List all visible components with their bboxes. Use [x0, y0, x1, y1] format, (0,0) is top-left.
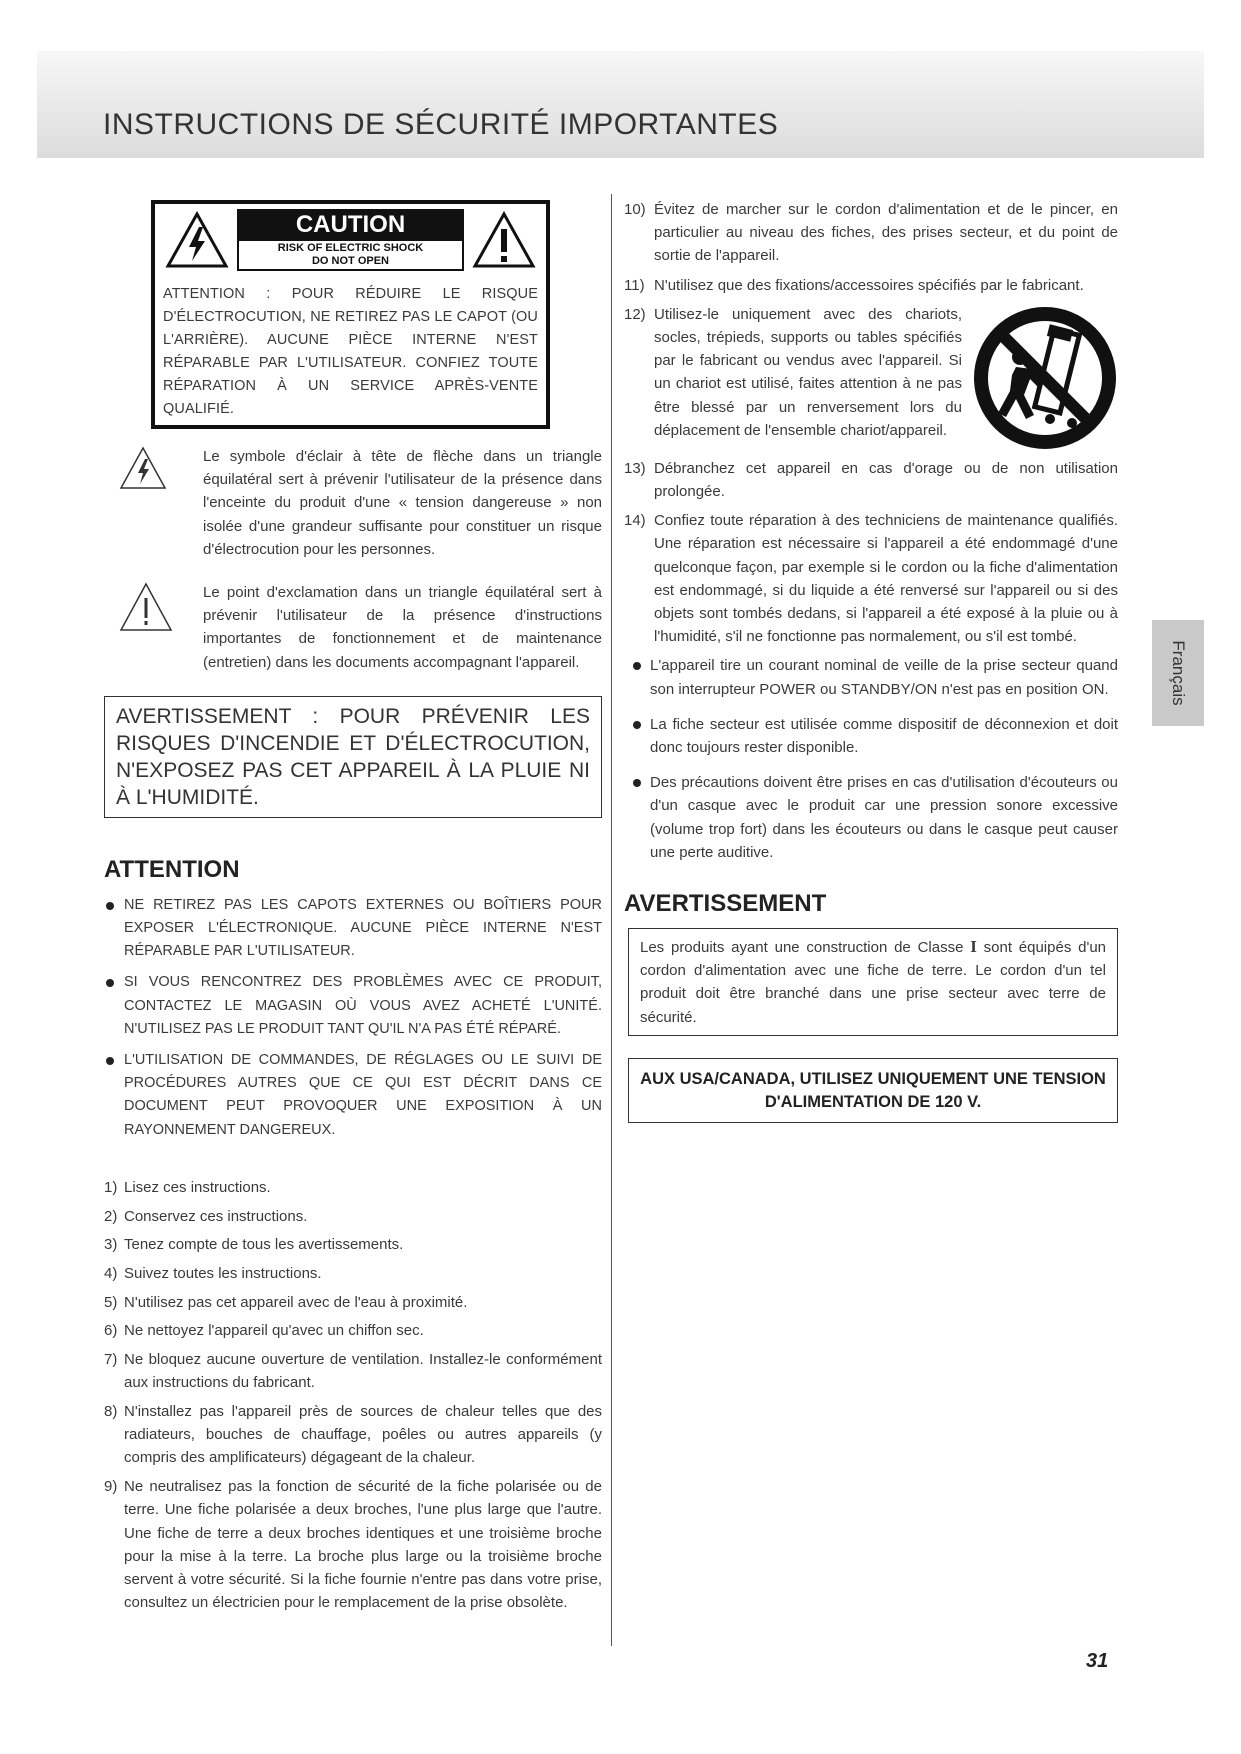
- instruction-number: 1): [104, 1178, 118, 1196]
- usa-voltage-line-1: AUX USA/CANADA, UTILISEZ UNIQUEMENT UNE TENSION: [640, 1069, 1106, 1088]
- instruction-text: N'utilisez pas cet appareil avec de l'eau à proximité.: [124, 1293, 468, 1311]
- header-band: [37, 51, 1204, 158]
- instruction-text: Ne nettoyez l'appareil qu'avec un chiffon sec.: [124, 1322, 424, 1340]
- instruction-text: Confiez toute réparation à des techniciens de maintenance qualifiés. Une réparation est nécessaire si l'appareil a été endommagé d'une quelconque façon, par exemple si le cordon ou la fiche d'alimentation est endommagé, si du liquide a été renversé sur l'appareil ou si des objets sont tombés dedans, si l'appareil a été exposé à la pluie ou à l'humidité, s'il ne fonctionne pas normalement, ou s'il est tombé.: [654, 512, 1118, 646]
- instruction-text: Conservez ces instructions.: [124, 1207, 308, 1225]
- caution-title: CAUTION: [237, 209, 464, 241]
- instruction-item-5: [104, 1291, 602, 1314]
- instruction-text: N'installez pas l'appareil près de sources de chaleur telles que des radiateurs, bouches de chauffage, poêles ou autres appareils (y compris des amplificateurs) dégageant de la chaleur.: [124, 1402, 602, 1467]
- instruction-text: Ne neutralisez pas la fonction de sécurité de la fiche polarisée ou de terre. Une fiche polarisée a deux broches, l'une plus large que l'autre. Une fiche de terre a deux broches identiques et une troisième broche pour la mise à la terre. La broche plus large ou la troisième broche servent à votre sécurité. Si la fiche fournie n'entre pas dans votre prise, consultez un électricien pour le remplacement de la prise obsolète.: [124, 1478, 602, 1612]
- instruction-number: 7): [104, 1351, 118, 1369]
- power-note-2: La fiche secteur est utilisée comme dispositif de déconnexion et doit donc toujours rester disponible.: [624, 713, 1118, 759]
- instruction-number: 14): [624, 512, 646, 530]
- exclamation-symbol-explanation: [104, 581, 602, 674]
- instruction-number: 10): [624, 201, 646, 218]
- left-column: [104, 200, 602, 1620]
- instruction-number: 6): [104, 1322, 118, 1340]
- instruction-item-13: [624, 457, 1118, 503]
- column-divider: [611, 194, 612, 1646]
- power-note-3: Des précautions doivent être prises en cas d'utilisation d'écouteurs ou d'un casque avec le produit car une pression sonore excessive (volume trop fort) dans les écouteurs ou dans le casque peut causer une perte auditive.: [624, 771, 1118, 864]
- instruction-number: 2): [104, 1207, 118, 1225]
- lightning-symbol-icon-wrap: [104, 445, 203, 561]
- attention-bullet-list: [104, 894, 602, 1142]
- lightning-symbol-text: Le symbole d'éclair à tête de flèche dans un triangle équilatéral sert à prévenir l'utilisateur de la présence dans l'enceinte du produit d'une « tension dangereuse » non isolée d'une grandeur suffisante pour constituer un risque d'électrocution pour les personnes.: [203, 448, 602, 558]
- lightning-triangle-icon: [118, 445, 168, 491]
- exclamation-warning-icon: [472, 211, 536, 269]
- class-notice-text-before: Les produits ayant une construction de Classe: [640, 939, 971, 957]
- instructions-list-left: [104, 1176, 602, 1614]
- class-roman-numeral: I: [970, 937, 977, 957]
- caution-subtitle: [237, 241, 464, 271]
- lightning-warning-icon: [165, 211, 229, 269]
- instruction-item-2: [104, 1205, 602, 1228]
- lightning-symbol-explanation: [104, 445, 602, 561]
- instruction-text: Ne bloquez aucune ouverture de ventilation. Installez-le conformément aux instructions du fabricant.: [124, 1351, 602, 1392]
- instruction-text: N'utilisez que des fixations/accessoires spécifiés par le fabricant.: [654, 276, 1084, 294]
- power-notes-list: [624, 654, 1118, 864]
- attention-bullet-2: SI VOUS RENCONTREZ DES PROBLÈMES AVEC CE PRODUIT, CONTACTEZ LE MAGASIN OÙ VOUS AVEZ ACHETÉ L'UNITÉ. N'UTILISEZ PAS LE PRODUIT TANT QU'IL N'A PAS ÉTÉ RÉPARÉ.: [104, 971, 602, 1041]
- attention-heading: ATTENTION: [104, 855, 240, 883]
- class-one-notice-box: [628, 928, 1118, 1036]
- instruction-number: 11): [624, 276, 645, 294]
- caution-label-box: [151, 200, 550, 429]
- instruction-text: Suivez toutes les instructions.: [124, 1264, 322, 1282]
- instruction-item-10: [624, 198, 1118, 268]
- instruction-number: 8): [104, 1402, 118, 1420]
- cart-tip-over-warning-icon: [972, 305, 1118, 451]
- instruction-item-4: [104, 1262, 602, 1285]
- instruction-item-11: [624, 274, 1118, 297]
- instruction-number: 5): [104, 1293, 118, 1311]
- instruction-text: Tenez compte de tous les avertissements.: [124, 1236, 404, 1254]
- page-number: 31: [1086, 1650, 1109, 1672]
- usa-voltage-line-2: D'ALIMENTATION DE 120 V.: [764, 1092, 982, 1111]
- instructions-list-right: [624, 198, 1118, 648]
- instruction-number: 12): [624, 305, 646, 323]
- exclamation-symbol-icon-wrap: [104, 581, 203, 674]
- instruction-number: 3): [104, 1236, 118, 1254]
- caution-sub-line-1: RISK OF ELECTRIC SHOCK: [277, 242, 424, 254]
- caution-header: [155, 209, 546, 271]
- instruction-number: 4): [104, 1264, 118, 1282]
- caution-center: [237, 209, 464, 271]
- instruction-item-12: [624, 303, 1118, 451]
- instruction-item-14: [624, 509, 1118, 648]
- attention-bullet-1: NE RETIREZ PAS LES CAPOTS EXTERNES OU BOÎTIERS POUR EXPOSER L'ÉLECTRONIQUE. AUCUNE PIÈCE INTERNE N'EST RÉPARABLE PAR L'UTILISATEUR.: [104, 894, 602, 964]
- instruction-item-7: [104, 1348, 602, 1394]
- caution-sub-line-2: DO NOT OPEN: [311, 255, 389, 267]
- attention-bullet-3: L'UTILISATION DE COMMANDES, DE RÉGLAGES OU LE SUIVI DE PROCÉDURES AUTRES QUE CE QUI EST DÉCRIT DANS CE DOCUMENT PEUT PROVOQUER UNE EXPOSITION À UN RAYONNEMENT DANGEREUX.: [104, 1049, 602, 1142]
- caution-text: ATTENTION : POUR RÉDUIRE LE RISQUE D'ÉLECTROCUTION, NE RETIREZ PAS LE CAPOT (OU L'ARRIÈRE). AUCUNE PIÈCE INTERNE N'EST RÉPARABLE PAR L'UTILISATEUR. CONFIEZ TOUTE RÉPARATION À UN SERVICE APRÈS-VENTE QUALIFIÉ.: [163, 286, 538, 417]
- power-note-1: L'appareil tire un courant nominal de veille de la prise secteur quand son interrupteur POWER ou STANDBY/ON n'est pas en position ON.: [624, 654, 1118, 700]
- avertissement-heading: AVERTISSEMENT: [624, 890, 827, 918]
- instruction-text: Évitez de marcher sur le cordon d'alimentation et de le pincer, en particulier au niveau des fiches, des prises secteur, et du point de sortie de l'appareil.: [654, 201, 1118, 265]
- class-notice-text-after: sont équipés d'un cordon d'alimentation avec une fiche de terre. Le cordon d'un tel produit doit être branché dans une prise secteur avec terre de sécurité.: [640, 939, 1106, 1026]
- exclamation-triangle-icon: [118, 581, 174, 633]
- usa-canada-voltage-box: [628, 1058, 1118, 1123]
- page-title: INSTRUCTIONS DE SÉCURITÉ IMPORTANTES: [103, 108, 779, 141]
- instruction-text: Débranchez cet appareil en cas d'orage ou de non utilisation prolongée.: [654, 459, 1118, 501]
- instruction-number: 9): [104, 1478, 118, 1496]
- instruction-item-9: [104, 1475, 602, 1614]
- instruction-number: 13): [624, 459, 646, 477]
- instruction-text: Lisez ces instructions.: [124, 1178, 271, 1196]
- fire-shock-warning-box: AVERTISSEMENT : POUR PRÉVENIR LES RISQUES D'INCENDIE ET D'ÉLECTROCUTION, N'EXPOSEZ PAS CET APPAREIL À LA PLUIE NI À L'HUMIDITÉ.: [104, 696, 602, 818]
- instruction-item-1: [104, 1176, 602, 1199]
- right-column: [624, 198, 1118, 1123]
- exclamation-symbol-text: Le point d'exclamation dans un triangle équilatéral sert à prévenir l'utilisateur de la présence d'instructions importantes de fonctionnement et de maintenance (entretien) dans les documents accompagnant l'appareil.: [203, 584, 602, 671]
- instruction-item-3: [104, 1233, 602, 1256]
- instruction-text: Utilisez-le uniquement avec des chariots, socles, trépieds, supports ou tables spécifiés par le fabricant ou vendus avec l'appareil. Si un chariot est utilisé, faites attention à ne pas être blessé par un renversement lors du déplacement de l'ensemble chariot/appareil.: [654, 305, 962, 439]
- instruction-item-6: [104, 1319, 602, 1342]
- language-tab: [1152, 620, 1204, 726]
- language-label: Français: [1169, 640, 1188, 706]
- instruction-item-8: [104, 1400, 602, 1470]
